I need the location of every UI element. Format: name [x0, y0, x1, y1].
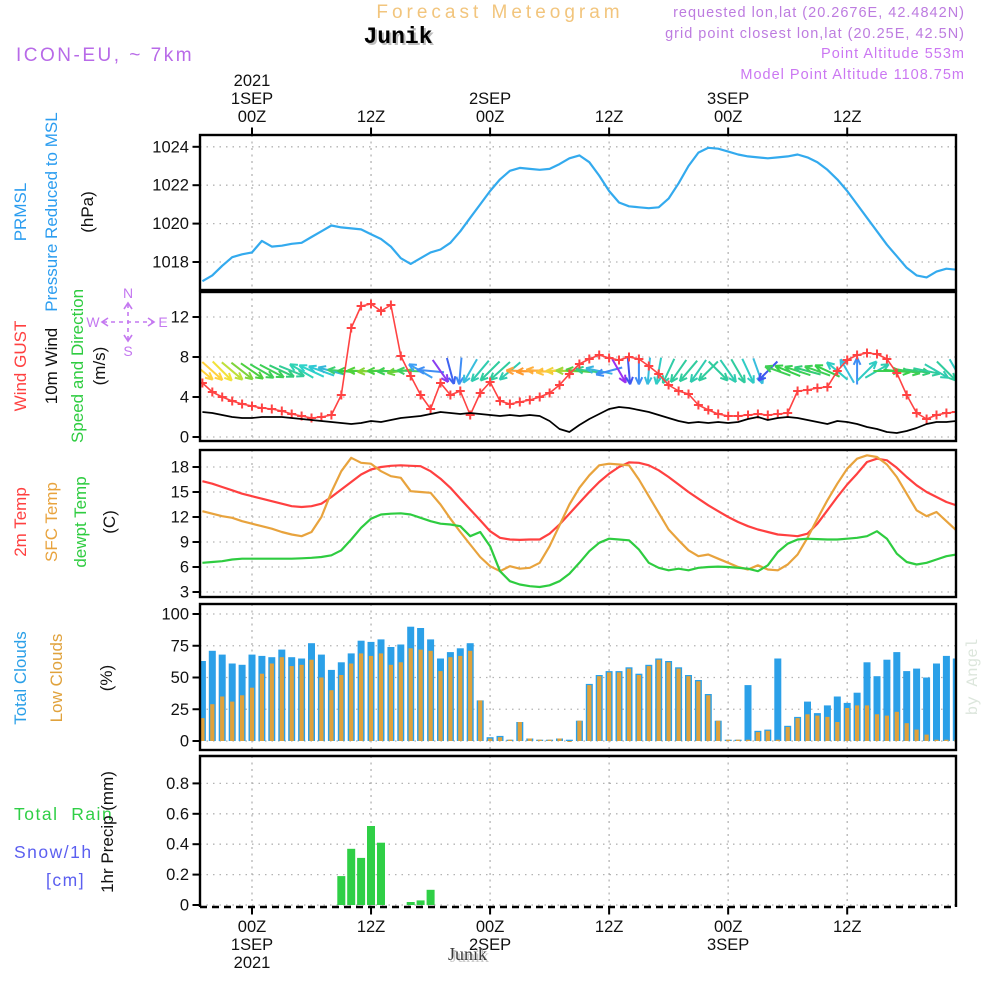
panel-grid-precip — [200, 756, 956, 907]
y-tick-label: 0.4 — [166, 835, 189, 854]
y-tick-label: 18 — [170, 458, 189, 477]
y-tick-label: 1024 — [152, 138, 189, 157]
bottom-date-label: 2SEP — [468, 936, 512, 954]
bottom-time-label: 00Z — [713, 918, 743, 936]
low-cloud-bar — [260, 674, 264, 741]
low-cloud-bar — [756, 732, 760, 741]
precip-bar — [417, 900, 425, 905]
top-year-label: 2021 — [233, 72, 271, 90]
low-cloud-bar — [766, 731, 770, 741]
temp-unit-label: (C) — [100, 510, 119, 534]
bottom-time-label: 12Z — [594, 918, 624, 936]
precip-bar — [367, 826, 375, 905]
temp-dewpt-label: dewpt Temp — [71, 476, 90, 568]
precip-bar — [337, 876, 345, 905]
top-time-label: 00Z — [237, 108, 267, 126]
wind-vector-arrow — [709, 362, 728, 381]
compass-north-label: N — [122, 285, 134, 301]
low-cloud-bar — [677, 669, 681, 741]
low-cloud-bar — [736, 740, 740, 741]
pressure-unit-label: (hPa) — [78, 191, 97, 233]
precip-bars — [337, 826, 434, 905]
low-cloud-bar — [240, 695, 244, 741]
precip-bar — [427, 890, 435, 905]
y-tick-label: 0 — [179, 428, 189, 447]
low-cloud-bar — [845, 708, 849, 741]
top-time-label: 12Z — [832, 108, 862, 126]
model-label: ICON-EU, ~ 7km — [16, 45, 195, 66]
point-altitude: Point Altitude 553m — [821, 46, 965, 62]
precip-bar — [377, 843, 385, 905]
low-cloud-bar — [607, 672, 611, 741]
top-date-label: 2SEP — [468, 90, 512, 108]
y-tick-label: 25 — [170, 700, 189, 719]
wind-vector-arrow — [758, 362, 777, 381]
low-cloud-bar — [587, 685, 591, 741]
top-time-label: 00Z — [713, 108, 743, 126]
low-cloud-bar — [667, 662, 671, 741]
low-cloud-bar — [290, 666, 294, 741]
bottom-time-label: 00Z — [475, 918, 505, 936]
low-cloud-bar — [349, 664, 353, 742]
low-cloud-bar — [538, 740, 542, 741]
low-cloud-bar — [339, 675, 343, 741]
low-cloud-bar — [637, 675, 641, 741]
low-cloud-bar — [657, 660, 661, 741]
cloud-bars — [199, 627, 960, 742]
low-cloud-bar — [210, 704, 214, 741]
low-cloud-bar — [309, 660, 313, 741]
wind-10m-label: 10m Wind — [42, 327, 61, 405]
low-cloud-bar — [865, 705, 869, 741]
precip-bar — [347, 849, 355, 905]
y-tick-label: 1022 — [152, 176, 189, 195]
panel-grid-temperature — [200, 450, 956, 597]
y-tick-label: 12 — [170, 508, 189, 527]
low-cloud-bar — [895, 712, 899, 741]
panel-frame-precip — [166, 756, 956, 915]
y-tick-label: 15 — [170, 483, 189, 502]
low-cloud-bar — [915, 730, 919, 741]
bottom-year-label: 2021 — [233, 954, 271, 972]
bottom-time-label: 12Z — [832, 918, 862, 936]
clouds-total-label: Total Clouds — [11, 631, 30, 725]
y-tick-label: 50 — [170, 669, 189, 687]
low-cloud-bar — [776, 740, 780, 741]
precip-rain-legend: Total Rain — [14, 804, 114, 824]
low-cloud-bar — [280, 657, 284, 741]
low-cloud-bar — [508, 740, 512, 741]
bottom-time-label: 00Z — [237, 918, 267, 936]
low-cloud-bar — [399, 662, 403, 741]
precip-snow-legend: Snow/1h — [14, 842, 93, 862]
top-time-label: 00Z — [475, 108, 505, 126]
top-date-label: 3SEP — [707, 90, 750, 108]
y-tick-label: 8 — [179, 348, 189, 367]
bottom-date-label: 1SEP — [230, 936, 274, 954]
credit-watermark: by Angel — [964, 638, 982, 716]
low-cloud-bar — [855, 705, 859, 741]
low-cloud-bar — [438, 671, 442, 741]
grid-point-coords: grid point closest lon,lat (20.25E, 42.5N) — [665, 25, 965, 42]
wind-vector-arrow — [192, 362, 213, 379]
low-cloud-bar — [815, 716, 819, 741]
low-cloud-bar — [319, 678, 323, 742]
total-cloud-bar — [933, 664, 940, 742]
wind-unit-label: (m/s) — [90, 346, 109, 386]
time-axis — [231, 72, 862, 972]
top-time-label: 12Z — [594, 108, 624, 126]
y-tick-label: 9 — [179, 533, 189, 552]
model-point-altitude: Model Point Altitude 1108.75m — [740, 66, 965, 83]
y-tick-label: 12 — [170, 308, 189, 327]
low-cloud-bar — [220, 697, 224, 742]
y-tick-label: 0.8 — [166, 774, 189, 793]
footer-station-label: Junik — [448, 944, 488, 964]
top-time-label: 12Z — [356, 108, 386, 126]
y-tick-label: 0 — [179, 896, 189, 915]
precip-cm-legend: [cm] — [46, 870, 86, 890]
low-cloud-bar — [825, 717, 829, 741]
temperature-series — [202, 455, 956, 587]
low-cloud-bar — [250, 688, 254, 741]
total-cloud-bar — [943, 656, 950, 741]
low-cloud-bar — [716, 721, 720, 741]
low-cloud-bar — [905, 723, 909, 741]
low-cloud-bar — [875, 714, 879, 741]
low-cloud-bar — [944, 740, 948, 741]
low-cloud-bar — [498, 737, 502, 741]
bottom-date-label: 3SEP — [707, 936, 750, 954]
y-tick-label: 1020 — [152, 215, 189, 234]
temp-2m-label: 2m Temp — [11, 487, 30, 557]
low-cloud-bar — [448, 657, 452, 741]
y-tick-label: 6 — [179, 558, 189, 577]
compass-west-label: W — [86, 314, 100, 330]
pressure-label-prmsl: PRMSL — [11, 182, 30, 242]
low-cloud-bar — [686, 676, 690, 741]
low-cloud-bar — [379, 653, 383, 741]
low-cloud-bar — [557, 739, 561, 742]
low-cloud-bar — [805, 714, 809, 741]
precip-axis-label: 1hr Precip (mm) — [98, 771, 117, 893]
watermark-title: Forecast Meteogram — [376, 2, 624, 23]
compass-south-label: S — [123, 343, 133, 359]
wind-gust-label: Wind GUST — [11, 320, 30, 412]
low-cloud-bar — [597, 676, 601, 741]
panel-frame-pressure — [152, 135, 956, 290]
clouds-low-label: Low Clouds — [47, 633, 66, 723]
compass-east-label: E — [158, 314, 168, 330]
y-tick-label: 1018 — [152, 253, 189, 272]
low-cloud-bar — [835, 722, 839, 741]
gust-plus-markers — [198, 300, 961, 424]
low-cloud-bar — [409, 648, 413, 741]
y-tick-label: 0 — [179, 732, 189, 751]
total-cloud-bar — [774, 659, 781, 742]
low-cloud-bar — [429, 651, 433, 741]
total-cloud-bar — [566, 740, 573, 741]
wind-vector-arrow — [626, 358, 633, 385]
low-cloud-bar — [617, 672, 621, 741]
y-tick-label: 0.2 — [166, 866, 189, 885]
low-cloud-bar — [389, 665, 393, 741]
low-cloud-bar — [746, 740, 750, 741]
low-cloud-bar — [468, 651, 472, 741]
pressure-line — [202, 148, 956, 281]
low-cloud-bar — [419, 650, 423, 741]
low-cloud-bar — [458, 656, 462, 741]
low-cloud-bar — [488, 739, 492, 742]
low-cloud-bar — [478, 700, 482, 741]
wind-vector-arrow — [854, 358, 861, 385]
precip-bar — [407, 902, 415, 905]
low-cloud-bar — [359, 653, 363, 741]
low-cloud-bar — [786, 727, 790, 741]
wind10m-line — [202, 407, 956, 433]
header-meta-block — [665, 3, 965, 85]
wind-dir-label: Speed and Direction — [68, 288, 87, 444]
low-cloud-bar — [796, 718, 800, 741]
precip-bar — [357, 858, 365, 905]
low-cloud-bar — [300, 665, 304, 741]
low-cloud-bar — [925, 735, 929, 741]
station-title: Junik — [363, 24, 433, 50]
wind-vector-arrow — [456, 358, 463, 385]
pressure-label-long: Pressure Reduced to MSL — [42, 112, 61, 312]
low-cloud-bar — [647, 666, 651, 741]
panel-grid-pressure — [200, 135, 956, 290]
wind-vector-arrow — [699, 362, 718, 381]
low-cloud-bar — [270, 664, 274, 742]
low-cloud-bar — [369, 656, 373, 741]
clouds-unit-label: (%) — [97, 664, 116, 692]
low-cloud-bar — [567, 741, 571, 742]
low-cloud-bar — [577, 721, 581, 741]
pressure-series — [202, 148, 956, 281]
low-cloud-bar — [706, 695, 710, 741]
low-cloud-bar — [885, 716, 889, 741]
low-cloud-bar — [518, 722, 522, 741]
total-cloud-bar — [923, 678, 930, 742]
bottom-time-label: 12Z — [356, 918, 386, 936]
y-tick-label: 3 — [179, 583, 189, 602]
y-tick-label: 0.6 — [166, 805, 189, 824]
top-date-label: 1SEP — [230, 90, 274, 108]
low-cloud-bar — [934, 740, 938, 741]
y-tick-label: 75 — [170, 637, 189, 656]
temp-sfc-label: SFC Temp — [42, 482, 61, 562]
y-tick-label: 4 — [179, 388, 189, 407]
requested-coords: requested lon,lat (20.2676E, 42.4842N) — [673, 5, 965, 21]
total-cloud-bar — [745, 685, 752, 741]
y-tick-label: 100 — [161, 605, 189, 624]
low-cloud-bar — [627, 669, 631, 741]
low-cloud-bar — [230, 702, 234, 741]
low-cloud-bar — [726, 740, 730, 741]
low-cloud-bar — [329, 690, 333, 741]
low-cloud-bar — [548, 740, 552, 741]
low-cloud-bar — [696, 681, 700, 741]
low-cloud-bar — [528, 739, 532, 742]
temp-line — [202, 455, 956, 571]
